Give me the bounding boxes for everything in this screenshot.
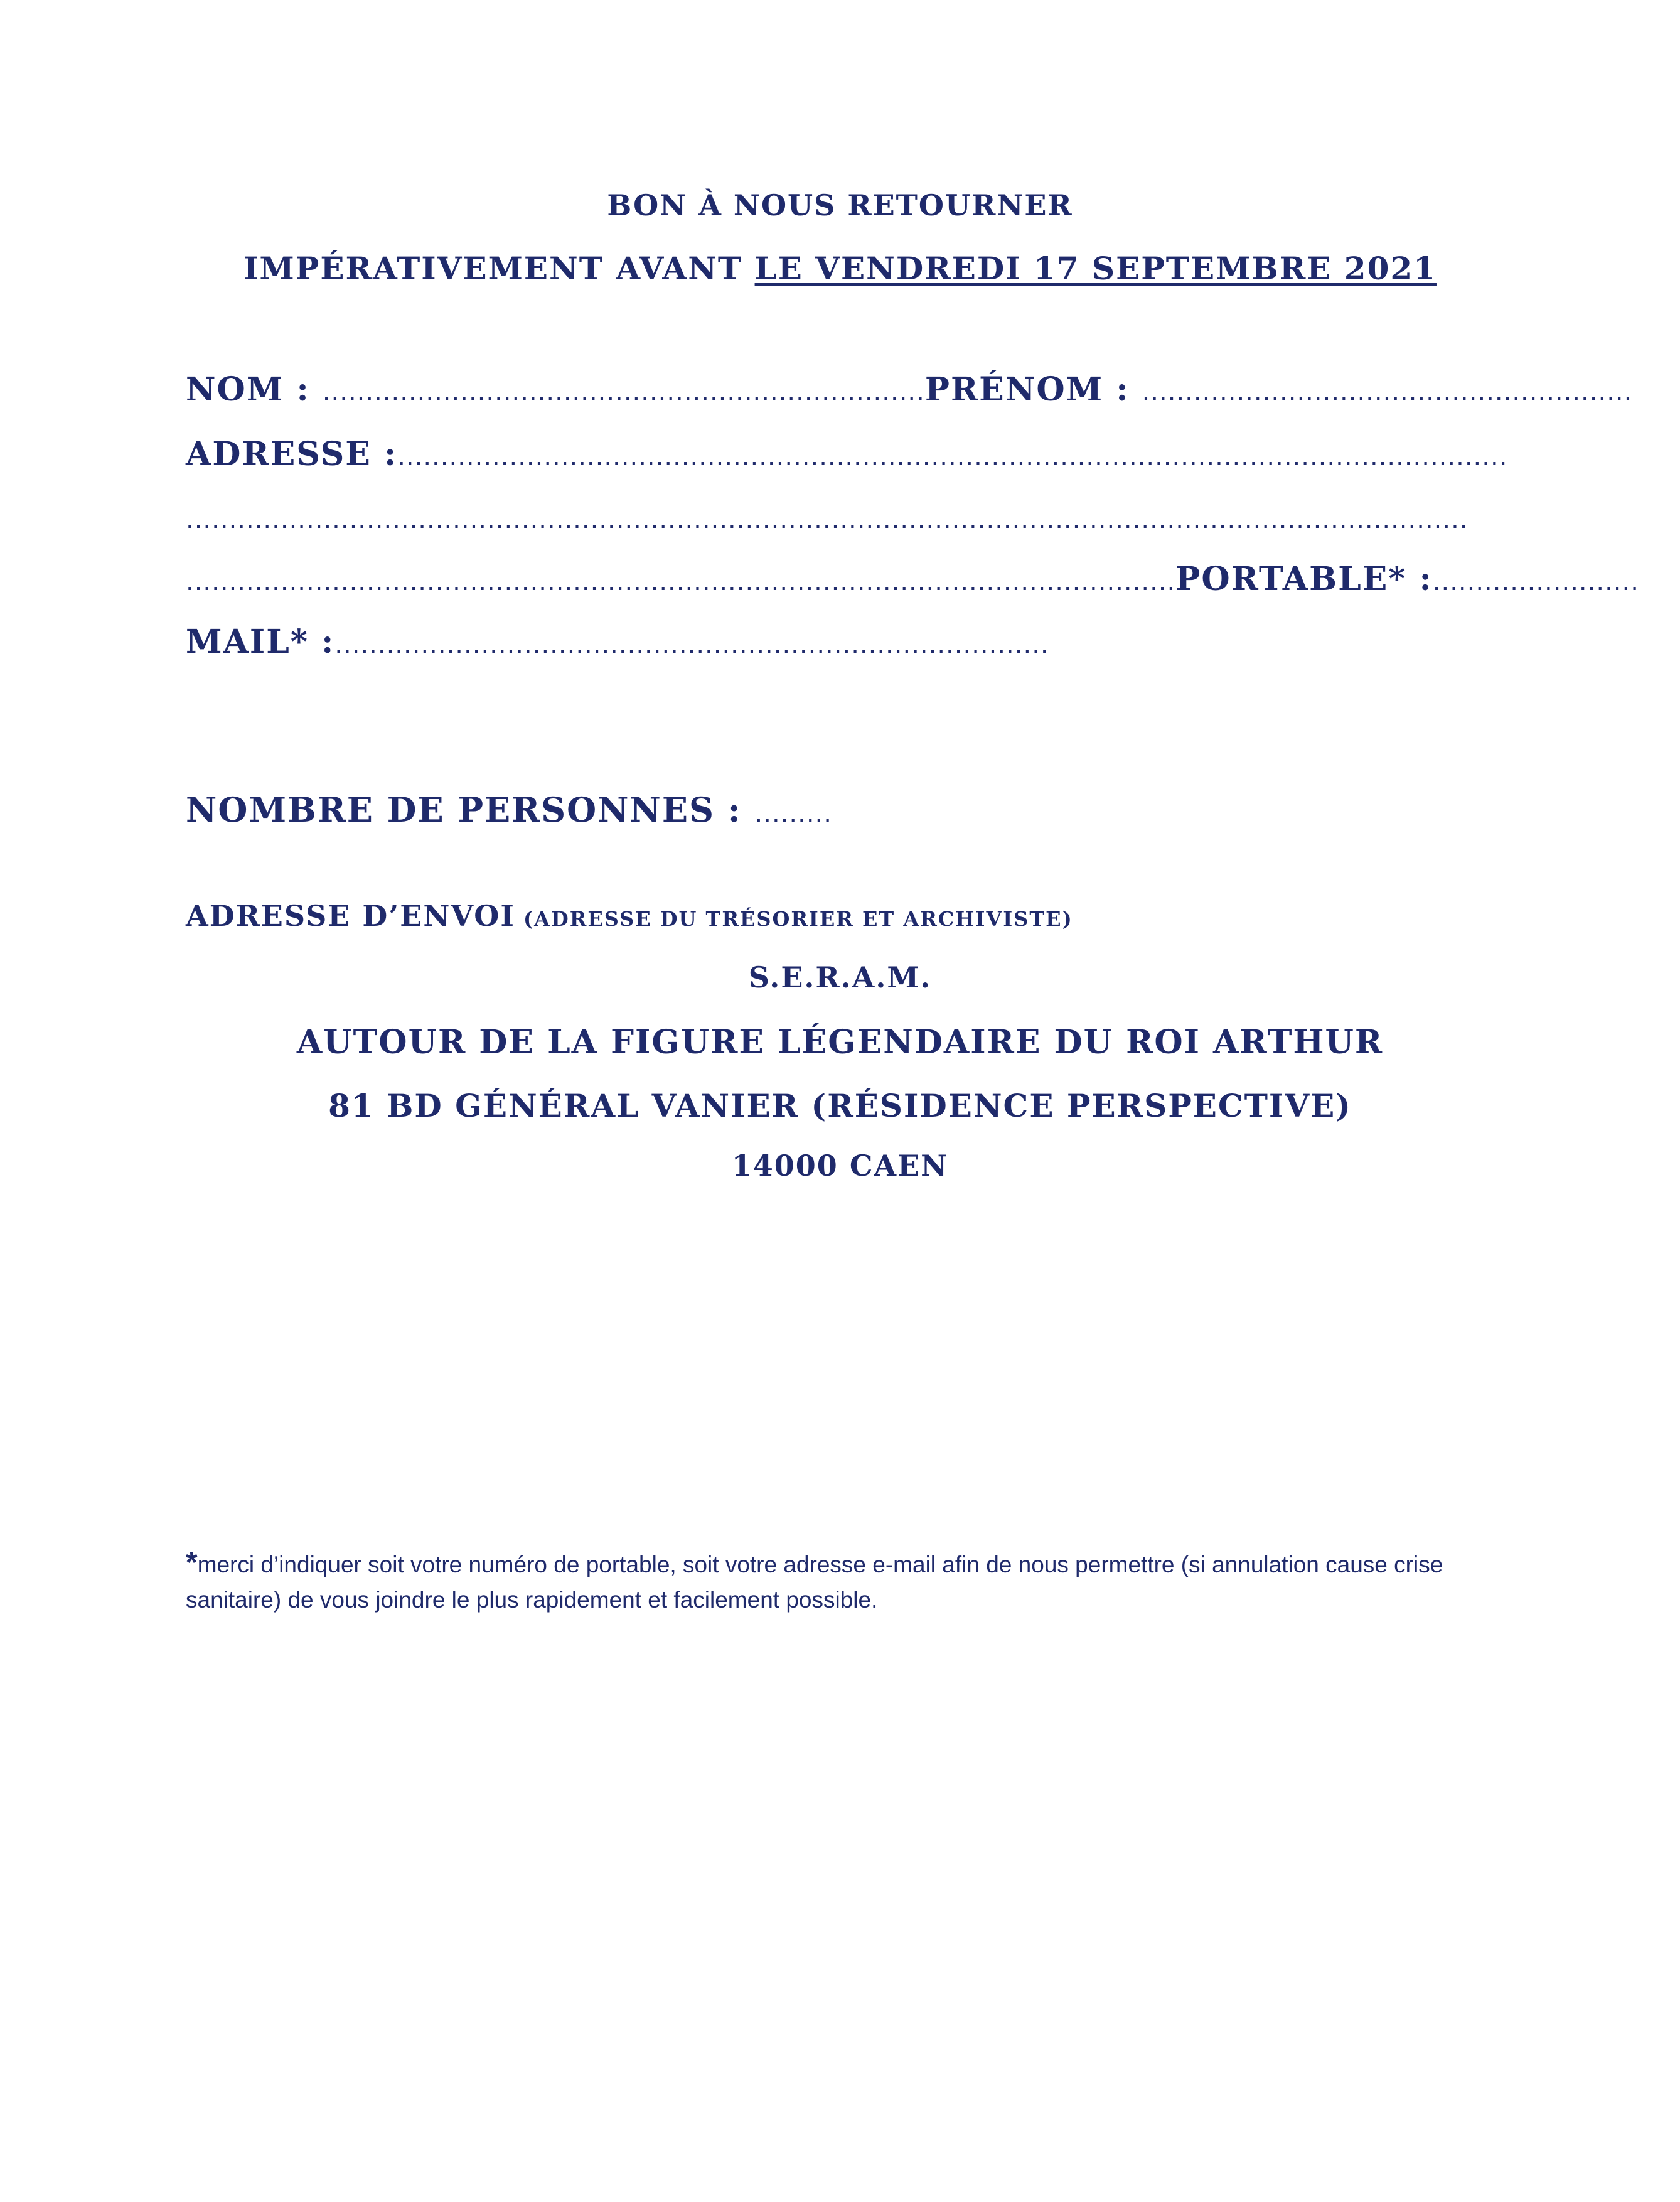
- title-line-1: BON À NOUS RETOURNER: [607, 188, 1073, 222]
- adresse-field[interactable]: .................................................................................................................................: [397, 443, 1508, 471]
- adresse-field-line-3[interactable]: ...................................................................................................................: [186, 567, 1176, 596]
- address-line-3: 81 BD GÉNÉRAL VANIER (RÉSIDENCE PERSPECTIVE): [328, 1087, 1352, 1124]
- mail-field[interactable]: ...................................................................................: [334, 630, 1049, 659]
- adresse-label: ADRESSE :: [186, 435, 398, 473]
- footnote-star: *: [186, 1546, 198, 1579]
- nom-field[interactable]: ......................................................................: [322, 378, 925, 407]
- envoi-note: (ADRESSE DU TRÉSORIER ET ARCHIVISTE): [515, 907, 1073, 931]
- portable-field[interactable]: ........................: [1432, 567, 1639, 596]
- adresse-field-line-2[interactable]: .....................................................................................................................................................: [186, 505, 1469, 534]
- deadline-prefix: IMPÉRATIVEMENT AVANT: [243, 250, 755, 287]
- footnote-text: merci d’indiquer soit votre numéro de portable, soit votre adresse e-mail afin de nous permettre (si annulation cause crise sanitaire) de vous joindre le plus rapidement et facilement possible.: [186, 1552, 1443, 1613]
- nombre-label: NOMBRE DE PERSONNES :: [186, 790, 755, 830]
- mail-label: MAIL* :: [186, 623, 335, 661]
- prenom-field[interactable]: .........................................................: [1142, 378, 1633, 407]
- address-line-2: AUTOUR DE LA FIGURE LÉGENDAIRE DU ROI ARTHUR: [296, 1023, 1384, 1061]
- nombre-row: [186, 790, 832, 830]
- deadline-date: LE VENDREDI 17 SEPTEMBRE 2021: [754, 250, 1437, 287]
- mail-row: [186, 623, 1497, 661]
- envoi-label: ADRESSE D’ENVOI: [186, 899, 515, 933]
- address-line-1: S.E.R.A.M.: [748, 960, 932, 994]
- prenom-label: PRÉNOM :: [924, 370, 1142, 409]
- nom-label: NOM :: [186, 370, 323, 409]
- address-line-4: 14000 CAEN: [731, 1149, 949, 1183]
- title-line-2: [0, 250, 1680, 287]
- adresse-portable-row: [186, 560, 1639, 598]
- adresse-row-2: [186, 498, 1497, 536]
- adresse-row: [186, 435, 1508, 473]
- nombre-field[interactable]: .........: [754, 799, 832, 828]
- envoi-heading: [186, 899, 1073, 933]
- footnote: [186, 1545, 1497, 1618]
- name-row: [186, 370, 1633, 409]
- portable-label: PORTABLE* :: [1175, 560, 1433, 598]
